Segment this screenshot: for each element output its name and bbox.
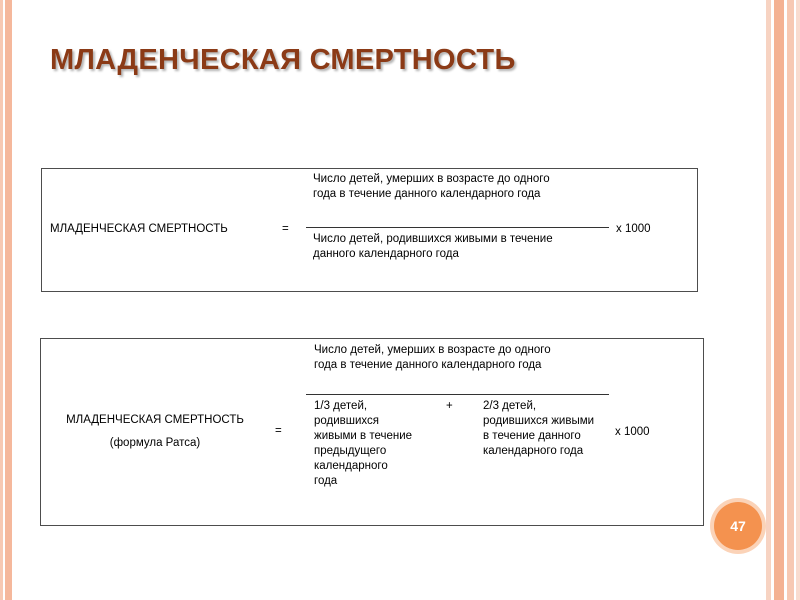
left-decorative-border	[0, 0, 12, 600]
formula-numerator: Число детей, умерших в возрасте до одного года в течение данного календарного года	[314, 344, 551, 371]
formula-denominator: Число детей, родившихся живыми в течение данного календарного года	[313, 233, 553, 260]
formula-label: МЛАДЕНЧЕСКАЯ СМЕРТНОСТЬ	[50, 223, 228, 235]
denominator-part-current-year: 2/3 детей, родившихся живыми в течение данного календарного года	[483, 400, 595, 457]
page-number-badge: 47	[714, 502, 762, 550]
right-decorative-stripes	[762, 0, 800, 600]
fraction-line	[306, 227, 609, 228]
formula-label: МЛАДЕНЧЕСКАЯ СМЕРТНОСТЬ	[66, 414, 244, 426]
equals-sign: =	[275, 425, 282, 437]
equals-sign: =	[282, 223, 289, 235]
denominator-part-previous-year: 1/3 детей, родившихся живыми в течение предыдущего календарного года	[314, 400, 413, 487]
formula-box-rats-formula	[40, 338, 704, 526]
plus-sign: +	[446, 400, 453, 412]
multiplier: х 1000	[615, 426, 650, 438]
formula-numerator: Число детей, умерших в возрасте до одного года в течение данного календарного года	[313, 173, 550, 200]
slide-title: МЛАДЕНЧЕСКАЯ СМЕРТНОСТЬ	[50, 44, 516, 76]
formula-box-infant-mortality	[41, 168, 698, 292]
fraction-line	[306, 394, 609, 395]
formula-sublabel: (формула Ратса)	[109, 437, 201, 449]
multiplier: х 1000	[616, 223, 651, 235]
